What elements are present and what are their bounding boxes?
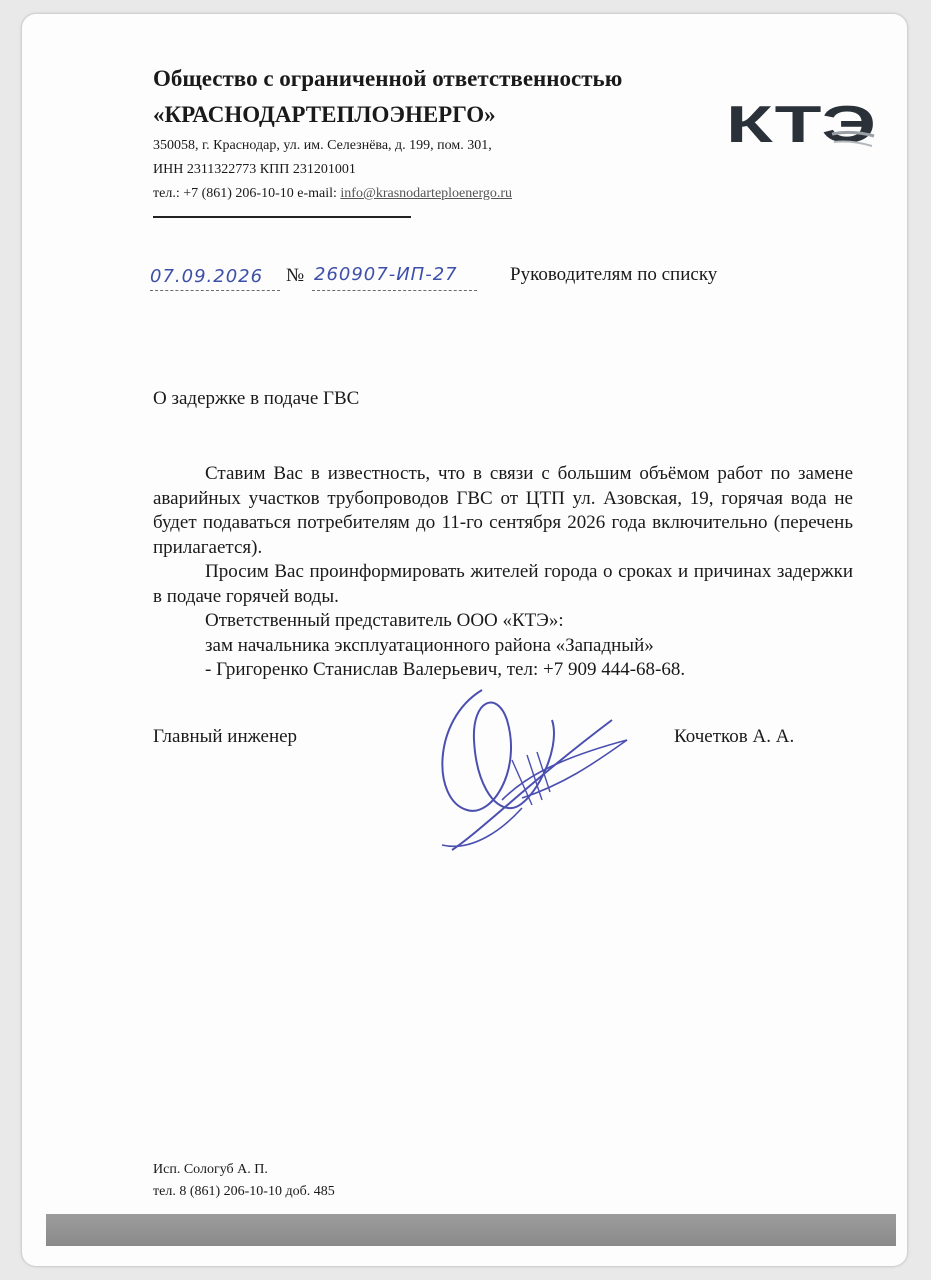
recipient: Руководителям по списку xyxy=(510,264,718,285)
letter-sheet xyxy=(22,14,907,1266)
number-label: № xyxy=(286,265,305,286)
org-inn-kpp: ИНН 2311322773 КПП 231201001 xyxy=(153,162,356,177)
date-underline xyxy=(150,289,280,291)
body-paragraph-2: Просим Вас проинформировать жителей города о сроках и причинах задержки в подаче горячей воды. xyxy=(153,561,853,607)
body-paragraph-1: Ставим Вас в известность, что в связи с большим объёмом работ по замене аварийных участков трубопроводов ГВС от ЦТП ул. Азовская, 19, горячая вода не будет подаваться потребителям до 11-го сентября 2026 года включительно (перечень прилагается). xyxy=(153,463,853,558)
responsible-line-3: - Григоренко Станислав Валерьевич, тел: +7 909 444-68-68. xyxy=(205,659,686,680)
kte-logo xyxy=(722,94,882,154)
header-divider xyxy=(153,216,411,218)
org-email-link[interactable]: info@krasnodarteploenergo.ru xyxy=(340,186,513,201)
executor: Исп. Сологуб А. П. xyxy=(153,1162,268,1177)
number-underline xyxy=(312,289,477,291)
responsible-line-1: Ответственный представитель ООО «КТЭ»: xyxy=(205,610,564,631)
logo-text: КТЭ xyxy=(726,96,876,154)
letter-subject: О задержке в подаче ГВС xyxy=(153,388,360,409)
executor-phone: тел. 8 (861) 206-10-10 доб. 485 xyxy=(153,1184,335,1199)
registration-date: 07.09.2026 xyxy=(150,266,264,287)
signer-name: Кочетков А. А. xyxy=(674,726,795,747)
org-address: 350058, г. Краснодар, ул. им. Селезнёва, д. 199, пом. 301, xyxy=(153,138,492,153)
handwritten-signature xyxy=(412,680,632,860)
responsible-line-2: зам начальника эксплуатационного района «Западный» xyxy=(205,634,654,656)
signer-position: Главный инженер xyxy=(153,726,298,747)
org-name: Общество с ограниченной ответственностью xyxy=(153,66,623,91)
org-contacts xyxy=(153,186,512,202)
org-phone: тел.: +7 (861) 206-10-10 e-mail: xyxy=(153,186,341,201)
org-brand: «КРАСНОДАРТЕПЛОЭНЕРГО» xyxy=(153,102,496,127)
letter-body xyxy=(153,462,853,683)
registration-number: 260907-ИП-27 xyxy=(314,264,458,285)
bottom-scan-band xyxy=(46,1214,896,1246)
